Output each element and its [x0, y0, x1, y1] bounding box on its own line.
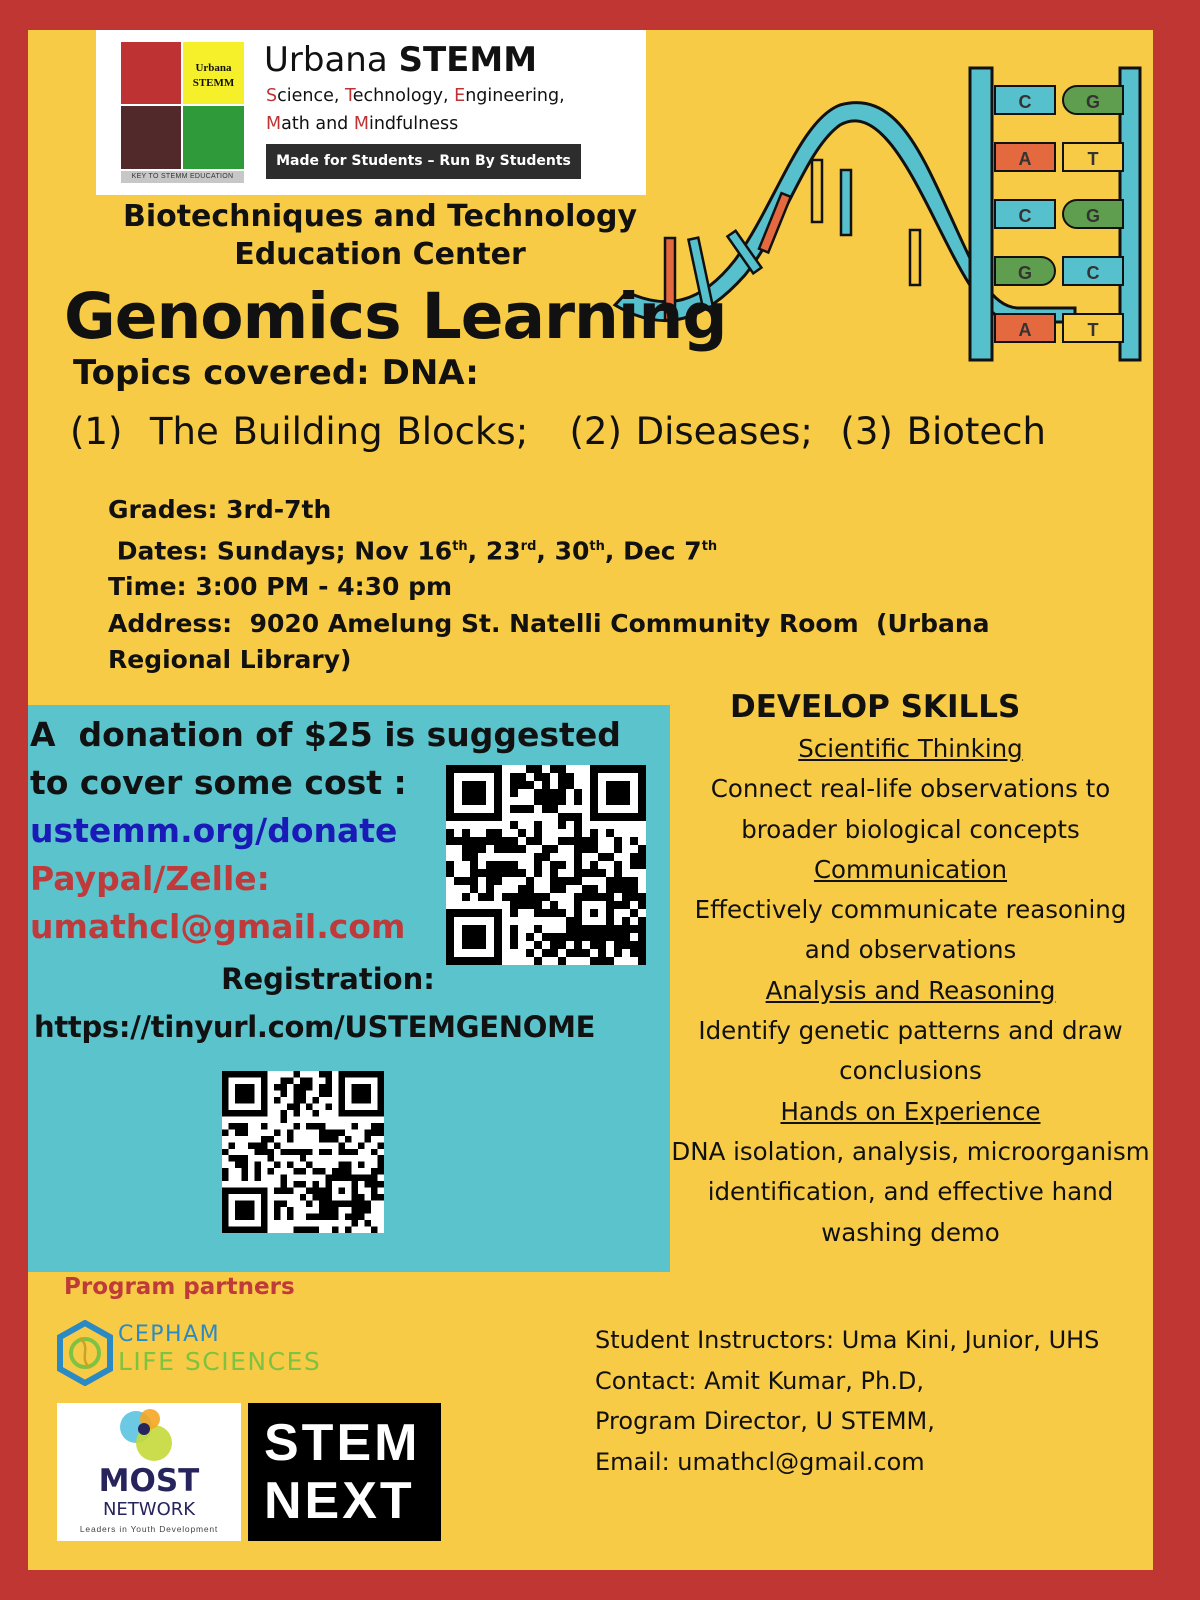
base-pair	[992, 256, 1132, 286]
nucleotide-T: T	[1062, 142, 1124, 172]
most-name: MOST	[98, 1463, 200, 1499]
nucleotide-A: A	[994, 313, 1056, 343]
skill-heading: Hands on Experience	[780, 1096, 1041, 1126]
tagline-initial: T	[344, 86, 353, 106]
donation-qr-code[interactable]	[446, 765, 646, 965]
donation-registration-panel	[28, 705, 670, 1272]
develop-skills-section	[668, 685, 1153, 1253]
most-circles-icon	[112, 1407, 182, 1463]
skill-description: identification, and effective hand	[707, 1177, 1114, 1207]
logo-title-bold: STEMM	[398, 40, 538, 80]
skill-description: Identify genetic patterns and draw	[698, 1016, 1123, 1046]
skill-description: washing demo	[821, 1217, 1000, 1247]
skill-description: conclusions	[839, 1056, 982, 1086]
logo-square-brown	[121, 106, 181, 169]
dates-text: , 23	[467, 535, 521, 565]
contact-line: Student Instructors: Uma Kini, Junior, UHS	[595, 1326, 1100, 1354]
logo-tagline-2	[266, 114, 458, 134]
contact-line: Email: umathcl@gmail.com	[595, 1447, 925, 1476]
partners-label: Program partners	[64, 1274, 295, 1300]
paypal-zelle-email[interactable]: umathcl@gmail.com	[30, 907, 406, 946]
topics-list: (1) The Building Blocks; (2) Diseases; (3) Biotech	[70, 410, 1046, 453]
tagline-initial: E	[454, 86, 466, 106]
topics-label: Topics covered: DNA:	[73, 353, 479, 393]
base-pair	[992, 313, 1132, 343]
base-pair	[992, 85, 1132, 115]
nucleotide-C: C	[1062, 256, 1124, 286]
organization-name	[80, 198, 680, 274]
tagline-text: ath and	[281, 114, 354, 134]
tagline-initial: M	[266, 114, 282, 134]
nucleotide-G: G	[994, 256, 1056, 286]
contact-info	[595, 1320, 1099, 1482]
logo-square-label-2: STEMM	[192, 77, 235, 89]
flyer-poster	[28, 30, 1153, 1570]
logo-squares-icon	[121, 42, 244, 169]
dates-text: , Dec 7	[604, 535, 702, 565]
grades: Grades: 3rd-7th	[108, 495, 332, 524]
logo-badge: Made for Students – Run By Students	[266, 144, 581, 179]
skill-description: DNA isolation, analysis, microorganism	[671, 1136, 1150, 1166]
logo-square-label-1: Urbana	[195, 62, 232, 74]
tagline-initial: M	[353, 114, 369, 134]
dates-text: , 30	[536, 535, 590, 565]
nucleotide-C: C	[994, 199, 1056, 229]
urbana-stemm-logo	[96, 30, 646, 195]
logo-square-red	[121, 42, 181, 104]
nucleotide-G: G	[1062, 85, 1124, 115]
registration-label: Registration:	[221, 962, 435, 996]
logo-square-green	[183, 106, 244, 169]
logo-caption: KEY TO STEMM EDUCATION	[121, 171, 244, 183]
address-line-1: Address: 9020 Amelung St. Natelli Community Room (Urbana	[108, 608, 990, 638]
dates-sup: th	[589, 538, 605, 554]
registration-qr-code[interactable]	[222, 1071, 384, 1233]
address-line-2: Regional Library)	[108, 645, 352, 675]
cepham-subname: LIFE SCIENCES	[118, 1347, 322, 1376]
skill-description: Effectively communicate reasoning	[694, 895, 1127, 925]
skill-heading: Scientific Thinking	[798, 734, 1023, 763]
most-subname: NETWORK	[102, 1499, 196, 1520]
skill-heading: Communication	[813, 854, 1008, 884]
dates	[108, 529, 990, 570]
stemnext-line-1: STEM	[264, 1414, 421, 1472]
logo-tagline-1	[266, 86, 565, 106]
skill-heading: Analysis and Reasoning	[765, 975, 1056, 1005]
skill-description: and observations	[804, 935, 1017, 965]
nucleotide-T: T	[1062, 313, 1124, 343]
nucleotide-A: A	[994, 142, 1056, 172]
logo-title	[264, 40, 537, 80]
tagline-text: indfulness	[368, 114, 459, 134]
donation-text-1: A donation of $25 is suggested	[30, 715, 621, 754]
cepham-logo	[56, 1320, 376, 1390]
skill-description: Connect real-life observations to	[710, 774, 1111, 804]
dates-sup: th	[452, 538, 468, 554]
logo-title-regular: Urbana	[264, 40, 399, 80]
most-tagline: Leaders in Youth Development	[79, 1524, 219, 1534]
logo-square-yellow	[183, 42, 244, 104]
donate-link[interactable]: ustemm.org/donate	[30, 811, 398, 850]
tagline-text: cience,	[277, 86, 345, 106]
page-title: Genomics Learning	[64, 280, 727, 353]
stemnext-line-2: NEXT	[264, 1472, 415, 1530]
skills-title: DEVELOP SKILLS	[730, 689, 1021, 725]
dates-sup: th	[701, 538, 718, 554]
most-network-logo	[57, 1403, 241, 1541]
skills-list	[668, 729, 1153, 1253]
contact-line: Contact: Amit Kumar, Ph.D,	[595, 1366, 924, 1395]
contact-line: Program Director, U STEMM,	[595, 1407, 935, 1435]
cepham-hexagon-icon	[56, 1320, 114, 1386]
dates-sup: rd	[520, 538, 537, 554]
tagline-initial: S	[266, 86, 278, 106]
nucleotide-C: C	[994, 85, 1056, 115]
registration-link[interactable]: https://tinyurl.com/USTEMGENOME	[34, 1010, 596, 1044]
donation-text-2: to cover some cost :	[30, 763, 407, 802]
paypal-zelle-label: Paypal/Zelle:	[30, 859, 270, 898]
stem-next-logo	[248, 1403, 441, 1541]
skill-description: broader biological concepts	[741, 814, 1080, 844]
event-details	[108, 492, 990, 679]
time: Time: 3:00 PM - 4:30 pm	[108, 572, 453, 602]
tagline-text: echnology,	[352, 86, 455, 106]
cepham-name: CEPHAM	[118, 1322, 221, 1347]
base-pair	[992, 199, 1132, 229]
org-line-1: Biotechniques and Technology	[122, 199, 638, 234]
nucleotide-G: G	[1062, 199, 1124, 229]
base-pair	[992, 142, 1132, 172]
dates-text: Dates: Sundays; Nov 16	[108, 535, 453, 565]
org-line-2: Education Center	[234, 237, 526, 272]
tagline-text: ngineering,	[465, 86, 565, 106]
